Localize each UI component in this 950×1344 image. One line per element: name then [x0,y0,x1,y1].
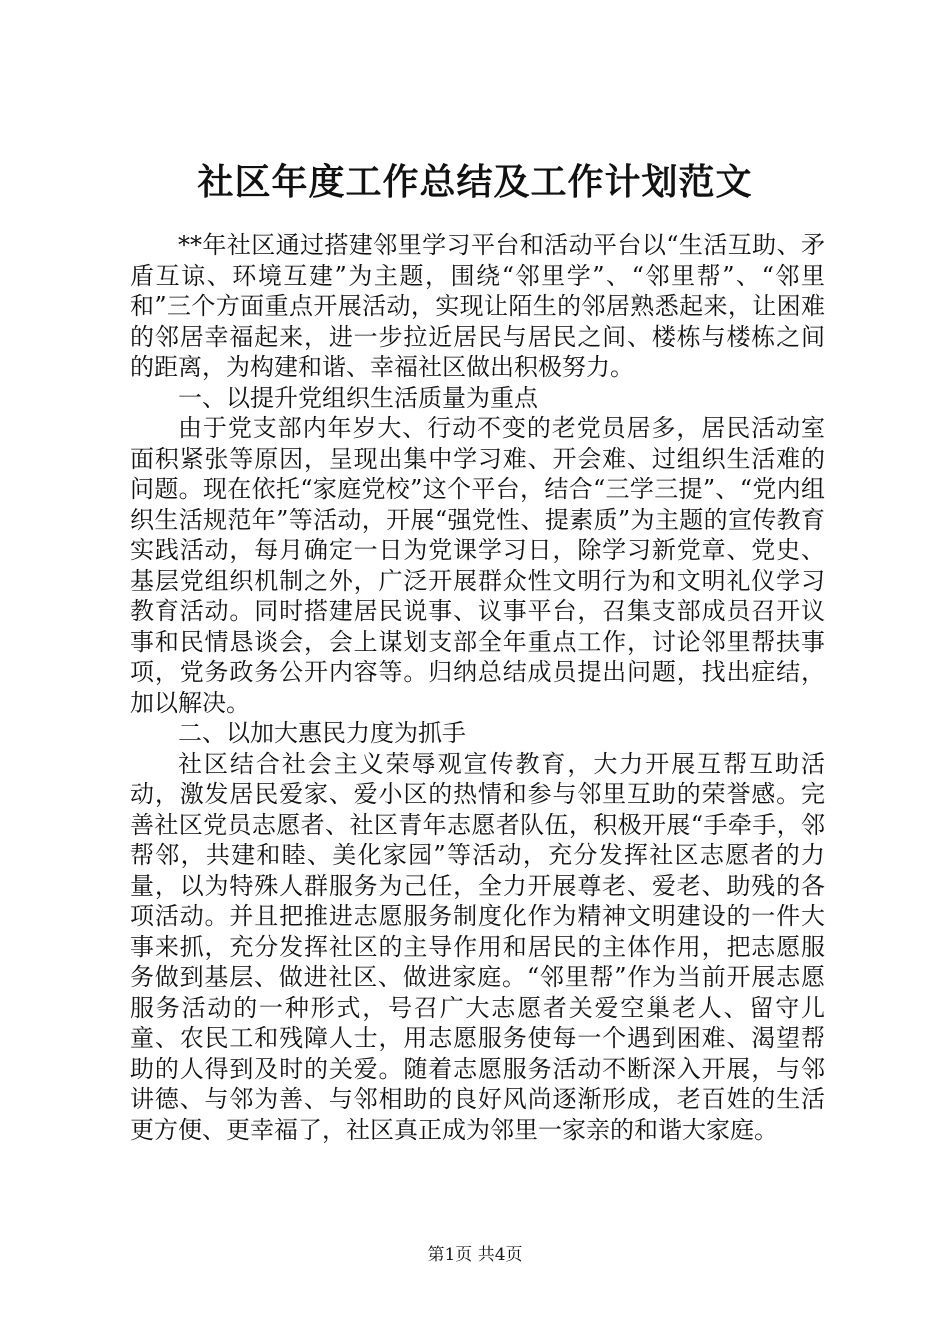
page-number-footer: 第1页 共4页 [427,1245,523,1265]
section-paragraph-2: 社区结合社会主义荣辱观宣传教育，大力开展互帮互助活动，激发居民爱家、爱小区的热情和参与邻里互助的荣誉感。完善社区党员志愿者、社区青年志愿者队伍，积极开展“手牵手，邻帮邻，共建和睦、美化家园”等活动，充分发挥社区志愿者的力量，以为特殊人群服务为己任，全力开展尊老、爱老、助残的各项活动。并且把推进志愿服务制度化作为精神文明建设的一件大事来抓，充分发挥社区的主导作用和居民的主体作用，把志愿服务做到基层、做进社区、做进家庭。“邻里帮”作为当前开展志愿服务活动的一种形式，号召广大志愿者关爱空巢老人、留守儿童、农民工和残障人士，用志愿服务使每一个遇到困难、渴望帮助的人得到及时的关爱。随着志愿服务活动不断深入开展，与邻讲德、与邻为善、与邻相助的良好风尚逐渐形成，老百姓的生活更方便、更幸福了，社区真正成为邻里一家亲的和谐大家庭。 [130,749,825,1144]
document-body [130,230,825,1145]
section-paragraph-1: 由于党支部内年岁大、行动不变的老党员居多，居民活动室面积紧张等原因，呈现出集中学习难、开会难、过组织生活难的问题。现在依托“家庭党校”这个平台，结合“三学三提”、“党内组织生活规范年”等活动，开展“强党性、提素质”为主题的宣传教育实践活动，每月确定一日为党课学习日，除学习新党章、党史、基层党组织机制之外，广泛开展群众性文明行为和文明礼仪学习教育活动。同时搭建居民说事、议事平台，召集支部成员召开议事和民情恳谈会，会上谋划支部全年重点工作，讨论邻里帮扶事项，党务政务公开内容等。归纳总结成员提出问题，找出症结，加以解决。 [130,414,825,717]
section-heading-1: 一、以提升党组织生活质量为重点 [178,383,538,412]
document-title: 社区年度工作总结及工作计划范文 [197,161,753,203]
intro-paragraph: **年社区通过搭建邻里学习平台和活动平台以“生活互助、矛盾互谅、环境互建”为主题，围绕“邻里学”、“邻里帮”、“邻里和”三个方面重点开展活动，实现让陌生的邻居熟悉起来，让困难的邻居幸福起来，进一步拉近居民与居民之间、楼栋与楼栋之间的距离，为构建和谐、幸福社区做出积极努力。 [130,231,825,381]
section-heading-2: 二、以加大惠民力度为抓手 [178,719,466,747]
